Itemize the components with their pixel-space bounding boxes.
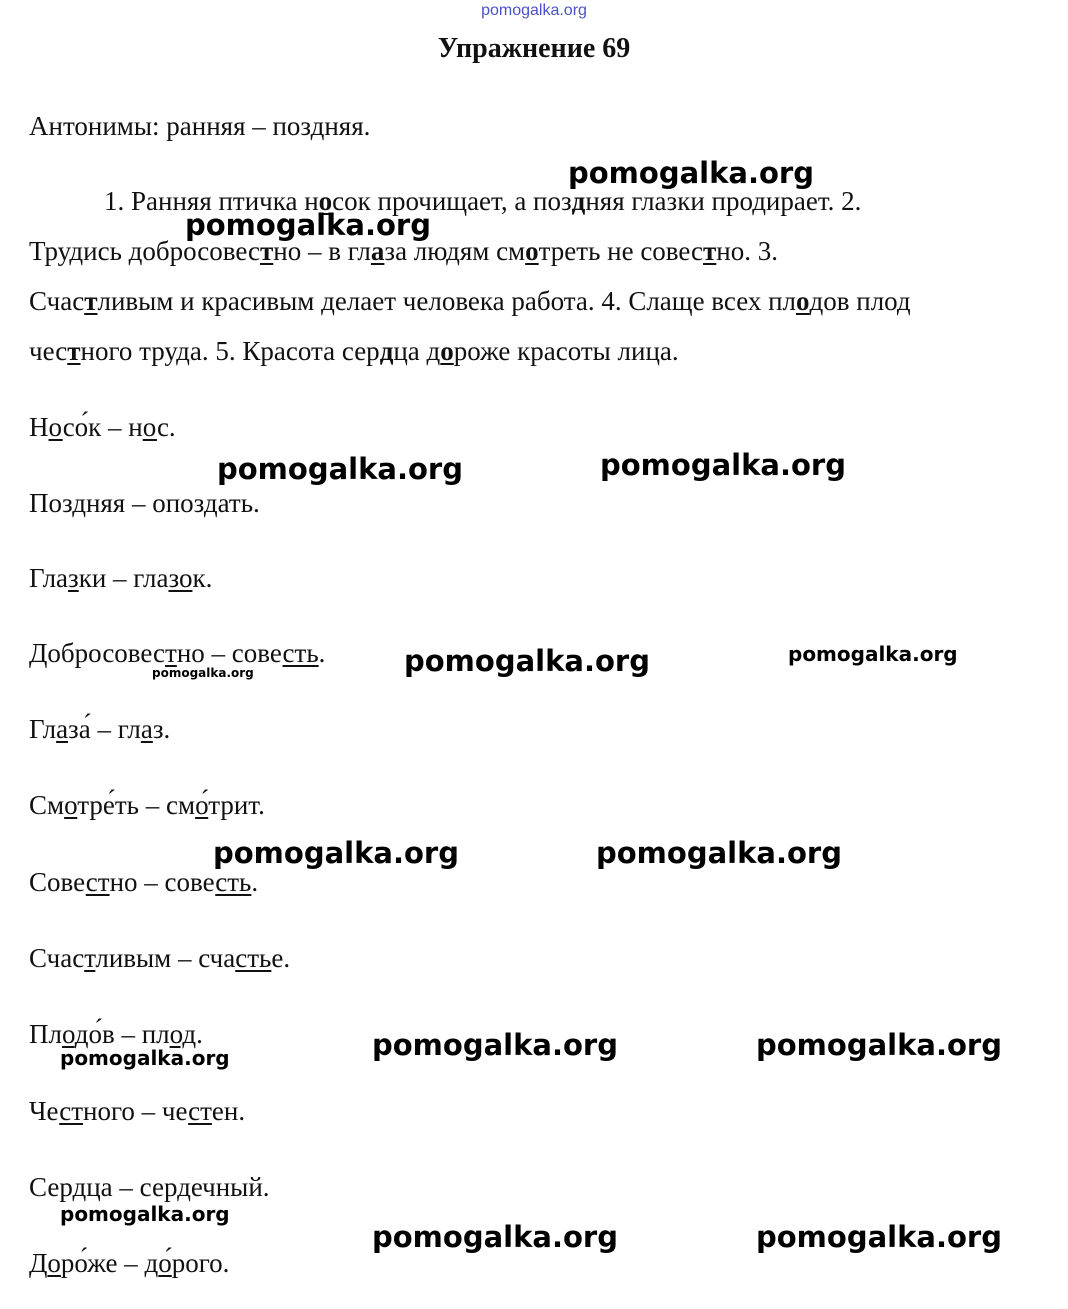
pair-dobrosovestno: Добросовестно – совесть. (29, 638, 326, 668)
proverb-line-4: честного труда. 5. Красота сердца дороже красоты лица. (29, 336, 679, 366)
pair-serdca: Сердца – сердечный. (29, 1172, 270, 1202)
pair-schastlivym: Счастливым – счастье. (29, 943, 291, 973)
watermark: pomogalka.org (372, 1028, 618, 1062)
exercise-title: Упражнение 69 (437, 33, 631, 64)
watermark: pomogalka.org (60, 1046, 230, 1070)
watermark: pomogalka.org (568, 156, 814, 190)
watermark: pomogalka.org (213, 836, 459, 870)
watermark: pomogalka.org (756, 1028, 1002, 1062)
watermark: pomogalka.org (788, 642, 958, 666)
pair-nosok: Носо́к – нос. (29, 412, 176, 442)
watermark: pomogalka.org (372, 1220, 618, 1254)
watermark: pomogalka.org (756, 1220, 1002, 1254)
pair-plodov: Плодо́в – плод. (29, 1019, 203, 1049)
proverb-line-3: Счастливым и красивым делает человека работа. 4. Слаще всех плодов плод (29, 286, 911, 316)
pair-smotret: Смотре́ть – смо́трит. (29, 790, 265, 820)
watermark: pomogalka.org (60, 1202, 230, 1226)
proverb-line-2: Трудись добросовестно – в глаза людям смотреть не совестно. 3. (29, 236, 778, 266)
pair-sovestno: Совестно – совесть. (29, 867, 259, 897)
pair-chestnogo: Честного – честен. (29, 1096, 246, 1126)
watermark: pomogalka.org (600, 448, 846, 482)
proverb-line-1: 1. Ранняя птичка носок прочищает, а поздняя глазки продирает. 2. (104, 186, 862, 216)
top-watermark[interactable]: pomogalka.org (481, 2, 587, 19)
watermark: pomogalka.org (596, 836, 842, 870)
pair-glazki: Глазки – глазок. (29, 563, 213, 593)
watermark: pomogalka.org (217, 452, 463, 486)
pair-glaza: Глаза́ – глаз. (29, 714, 171, 744)
watermark: pomogalka.org (404, 644, 650, 678)
pair-dorozhe: Доро́же – до́рого. (29, 1248, 230, 1278)
watermark: pomogalka.org (152, 666, 254, 680)
watermark: pomogalka.org (185, 208, 431, 242)
antonyms-line: Антонимы: ранняя – поздняя. (29, 111, 371, 141)
pair-pozdnyaya: Поздняя – опоздать. (29, 488, 260, 518)
